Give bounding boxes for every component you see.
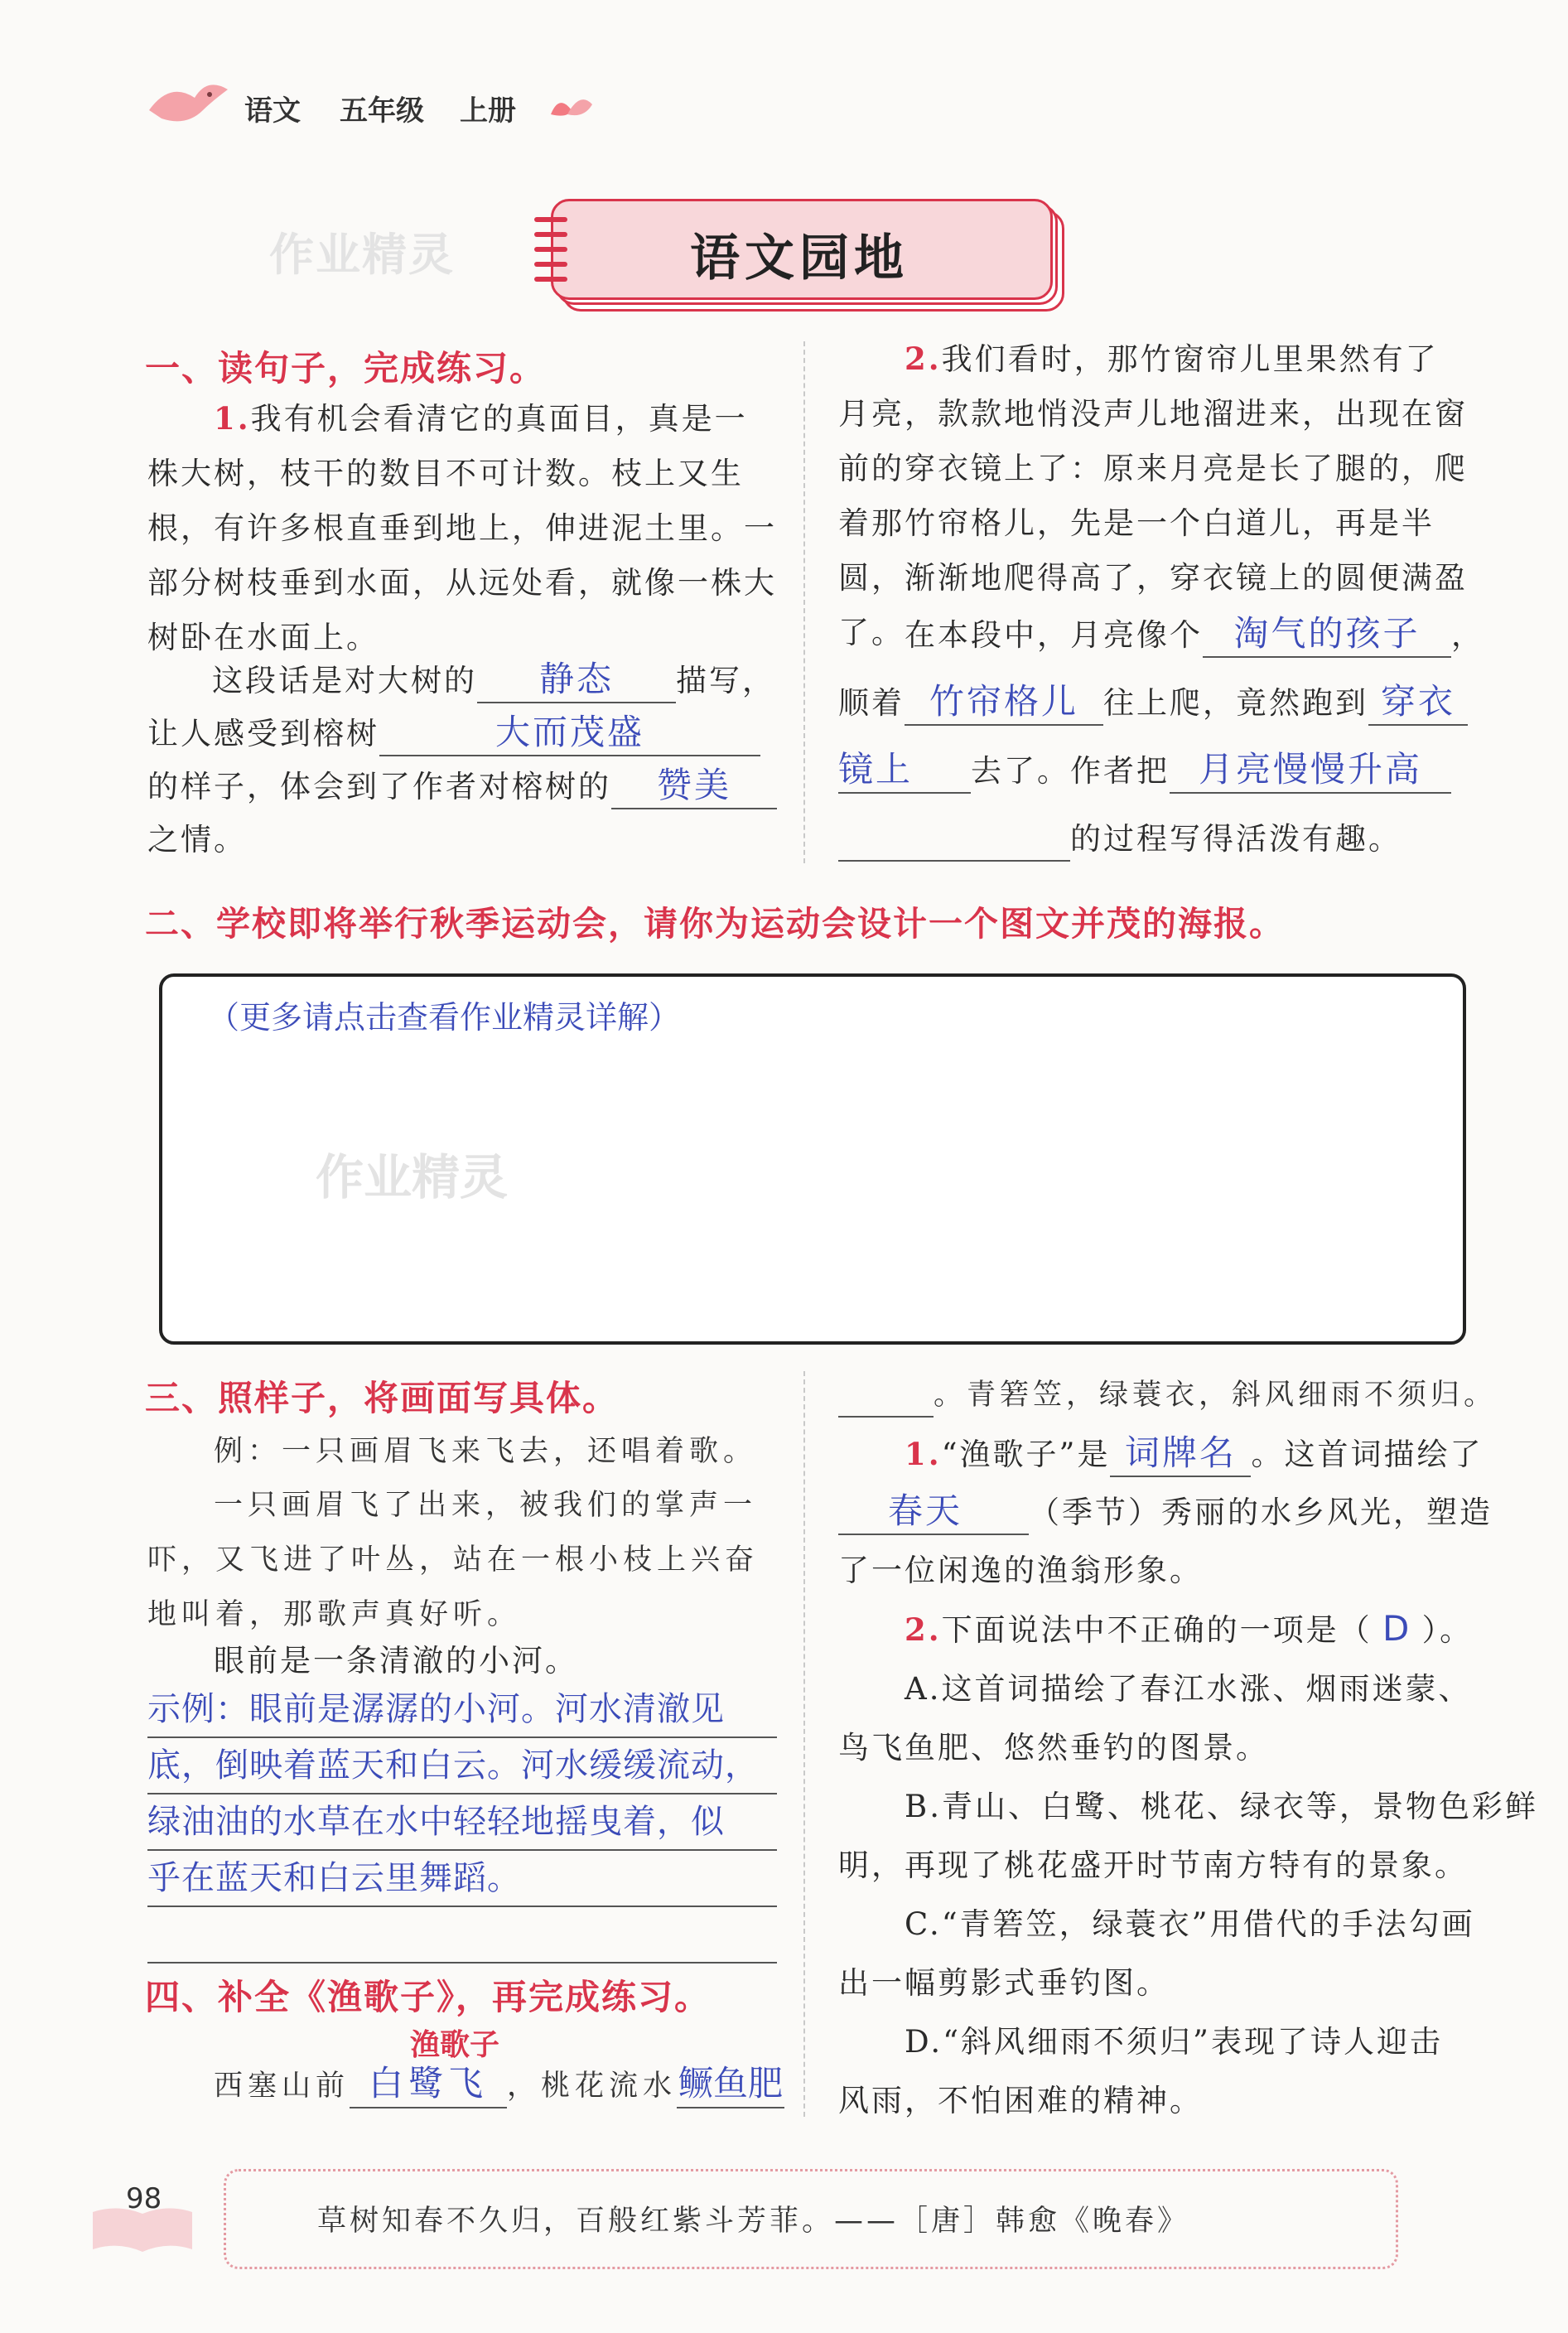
s1-q1-a3: 赞美: [656, 765, 731, 805]
s4-q2-optC-2: 出一幅剪影式垂钓图。: [838, 1965, 1170, 2001]
s1-q2-p3: 往上爬，竟然跑到: [1103, 685, 1368, 721]
s1-q1-a2: 大而茂盛: [495, 712, 644, 752]
s1-q1-num: 1.: [214, 400, 251, 437]
s4-q2-a1: D: [1382, 1608, 1412, 1649]
s4-q2-p2: ）。: [1421, 1612, 1474, 1648]
s3-example-full: [147, 1478, 777, 1642]
s1-q2-a4: 月亮慢慢升高: [1198, 749, 1422, 790]
poster-box: [159, 973, 1466, 1345]
s1-q2-text: 我们看时，那竹窗帘儿里果然有了月亮，款款地悄没声儿地溜进来，出现在窗前的穿衣镜上了：原来月亮是长了腿的，爬着那竹帘格儿，先是一个白道儿，再是半圆，渐渐地爬得高了，穿衣镜上的圆便满盈了。: [838, 341, 1468, 650]
s4-q1-p1: “渔歌子”是: [941, 1437, 1111, 1472]
poem-line1: [214, 2063, 784, 2108]
s4-q1-a2: 春天: [888, 1490, 963, 1531]
s4-q1-a1: 词牌名: [1124, 1432, 1237, 1473]
s4-q1-p4: 了一位闲逸的渔翁形象。: [838, 1553, 1203, 1588]
s4-q2-p1: 下面说法中不正确的一项是（: [941, 1612, 1373, 1648]
s1-q2-a1: 淘气的孩子: [1233, 613, 1421, 654]
s3-answer-line4: 乎在蓝天和白云里舞蹈。: [147, 1851, 777, 1907]
s3-answer: [147, 1682, 777, 1963]
s1-q1-p5: 之情。: [147, 822, 247, 857]
s4-q2-optD-2: 风雨，不怕困难的精神。: [838, 2083, 1203, 2118]
s4-q1-num: 1.: [905, 1436, 942, 1472]
bird-icon: [145, 73, 236, 131]
s1-q2-a3b: 镜上: [838, 749, 914, 790]
s1-q2-a2: 竹帘格儿: [929, 681, 1078, 722]
s4-q2-optA-1: A.这首词描绘了春江水涨、烟雨迷蒙、: [905, 1671, 1472, 1707]
banner: [551, 199, 1064, 315]
poem-line2: [838, 1372, 1497, 1418]
s4-q2-optB-2: 明，再现了桃花盛开时节南方特有的景象。: [838, 1848, 1468, 1883]
poem-l1b: ，桃花流水: [507, 2070, 678, 2103]
s4-q1-p3: （季节）秀丽的水乡风光，塑造: [1029, 1495, 1493, 1530]
s3-example: [214, 1428, 785, 1470]
watermark-top: 作业精灵: [269, 229, 455, 281]
s3-example-label: 例：: [214, 1435, 282, 1468]
s4-q1-p2: 。这首词描绘了: [1251, 1437, 1484, 1472]
poem-a2: 鳜鱼肥: [678, 2063, 784, 2104]
s1-heading: 一、读句子，完成练习。: [145, 348, 547, 389]
s1-q2-p2: 顺着: [838, 685, 905, 721]
s1-q1-p1: 这段话是对大树的: [212, 663, 477, 698]
s3-example-full-text: 一只画眉飞了出来，被我们的掌声一吓，又飞进了叶丛，站在一根小枝上兴奋地叫着，那歌声真好听。: [147, 1489, 760, 1631]
s3-answer-line3: 绿油油的水草在水中轻轻地摇曳着，似: [147, 1794, 777, 1851]
s3-answer-line1: 示例：眼前是潺潺的小河。河水清澈见: [147, 1682, 777, 1738]
s1-q2-a3a: 穿衣: [1380, 681, 1455, 722]
header-subject: 语文: [244, 94, 301, 128]
poster-note: （更多请点击查看作业精灵详解）: [208, 999, 681, 1036]
s4-q2-optC-1: C.“青箬笠，绿蓑衣”用借代的手法勾画: [905, 1906, 1475, 1942]
quote-box: [224, 2169, 1398, 2269]
s2-heading: 二、学校即将举行秋季运动会，请你为运动会设计一个图文并茂的海报。: [145, 904, 1285, 944]
s4-heading: 四、补全《渔歌子》，再完成练习。: [145, 1977, 712, 2017]
footer-quote: 草树知春不久归，百般红紫斗芳菲。——［唐］韩愈《晚春》: [317, 2205, 1190, 2238]
leaf-icon: [547, 89, 596, 123]
s1-q1: [147, 391, 777, 665]
s1-q2-fill: [838, 601, 1484, 873]
s1-q1-p3: 让人感受到榕树: [147, 716, 379, 751]
s4-q2-optA-2: 鸟飞鱼肥、悠然垂钓的图景。: [838, 1730, 1269, 1765]
s1-q1-fill: [147, 654, 785, 867]
poster-watermark: 作业精灵: [316, 1149, 509, 1205]
s1-q2-p4: 去了。作者把: [971, 753, 1170, 789]
s3-example-text: 一只画眉飞来飞去，还唱着歌。: [282, 1435, 758, 1468]
s1-q1-a1: 静态: [538, 659, 614, 699]
page-number: 98: [126, 2182, 162, 2215]
s1-q2-p1b: ，: [1451, 617, 1484, 653]
s3-prompt: 眼前是一条清澈的小河。: [214, 1643, 578, 1679]
s4-q2-optB-1: B.青山、白鹭、桃花、绿衣等，景物色彩鲜: [905, 1789, 1538, 1824]
s1-q2-num: 2.: [905, 341, 942, 377]
s1-q2-p1: 在本段中，月亮像个: [905, 617, 1203, 653]
s1-q1-p2: 描写，: [676, 663, 775, 698]
s4-q2-optD-1: D.“斜风细雨不须归”表现了诗人迎击: [905, 2024, 1443, 2060]
poem-title: 渔歌子: [410, 2027, 500, 2062]
s1-q2-p5: 的过程写得活泼有趣。: [1070, 821, 1402, 857]
header-volume: 上册: [460, 94, 516, 128]
s4-q2-num: 2.: [905, 1611, 942, 1648]
s4-q1: [838, 1425, 1493, 1600]
s4-q2: [838, 1599, 1538, 2130]
s1-q1-p4: 的样子，体会到了作者对榕树的: [147, 769, 611, 804]
s1-q1-text: 我有机会看清它的真面目，真是一株大树，枝干的数目不可计数。枝上又生根，有许多根直垂到地上，伸进泥土里。一部分树枝垂到水面，从远处看，就像一株大树卧在水面上。: [147, 401, 777, 655]
poem-a1: 白鹭飞: [369, 2063, 489, 2104]
poem-l1a: 西塞山前: [214, 2070, 350, 2103]
banner-title: 语文园地: [690, 229, 909, 287]
page-number-badge: [93, 2179, 192, 2253]
poem-l2: 。青箬笠，绿蓑衣，斜风细雨不须归。: [934, 1379, 1498, 1412]
header: [145, 73, 642, 139]
s3-heading: 三、照样子，将画面写具体。: [145, 1378, 620, 1418]
s3-answer-line2: 底，倒映着蓝天和白云。河水缓缓流动，: [147, 1738, 777, 1794]
header-grade: 五年级: [340, 94, 424, 128]
